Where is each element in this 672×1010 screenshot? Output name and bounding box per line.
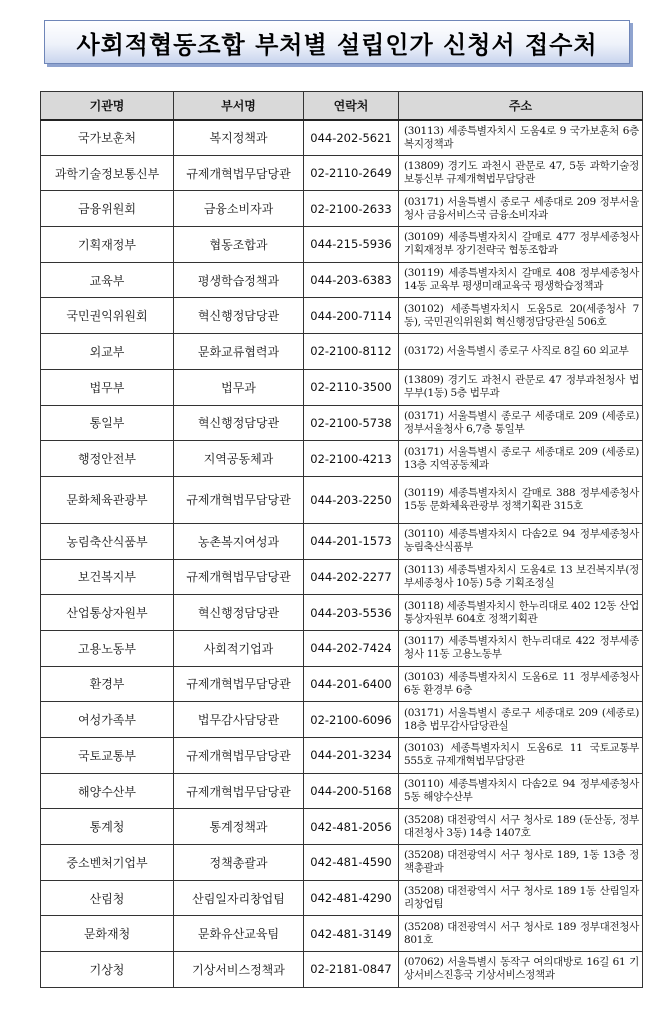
agency-cell: 금융위원회 <box>41 191 174 227</box>
contact-cell: 044-201-1573 <box>304 523 399 559</box>
agency-cell: 해양수산부 <box>41 773 174 809</box>
table-row <box>41 369 643 405</box>
header-row <box>41 92 643 120</box>
contact-cell: 044-201-6400 <box>304 666 399 702</box>
agency-cell: 여성가족부 <box>41 702 174 738</box>
agency-cell: 국가보훈처 <box>41 120 174 156</box>
agency-cell: 중소벤처기업부 <box>41 845 174 881</box>
contact-cell: 044-202-7424 <box>304 630 399 666</box>
department-cell: 규제개혁법무담당관 <box>174 773 304 809</box>
table-row <box>41 595 643 631</box>
address-cell: (30102) 세종특별자치시 도움5로 20(세종청사 7동), 국민권익위원회 혁신행정담당관실 506호 <box>399 298 643 334</box>
table-row <box>41 880 643 916</box>
contact-cell: 02-2181-0847 <box>304 952 399 988</box>
department-cell: 법무과 <box>174 369 304 405</box>
contact-cell: 042-481-2056 <box>304 809 399 845</box>
contact-cell: 02-2100-4213 <box>304 441 399 477</box>
table-row <box>41 666 643 702</box>
header-address: 주소 <box>399 92 643 120</box>
address-cell: (30109) 세종특별자치시 갈매로 477 정부세종청사 기획재정부 장기전략국 협동조합과 <box>399 227 643 263</box>
address-cell: (30117) 세종특별자치시 한누리대로 422 정부세종청사 11동 고용노동부 <box>399 630 643 666</box>
table-row <box>41 845 643 881</box>
table-row <box>41 738 643 774</box>
table-row <box>41 298 643 334</box>
table-row <box>41 952 643 988</box>
address-cell: (30119) 세종특별자치시 갈매로 388 정부세종청사 15동 문화체육관광부 정책기획관 315호 <box>399 476 643 523</box>
address-cell: (13809) 경기도 과천시 관문로 47 정부과천청사 법무부(1동) 5층 법무과 <box>399 369 643 405</box>
table-row <box>41 334 643 370</box>
agency-cell: 과학기술정보통신부 <box>41 155 174 191</box>
department-cell: 기상서비스정책과 <box>174 952 304 988</box>
table-row <box>41 476 643 523</box>
department-cell: 문화교류협력과 <box>174 334 304 370</box>
table-row <box>41 523 643 559</box>
contact-cell: 042-481-3149 <box>304 916 399 952</box>
department-cell: 법무감사담당관 <box>174 702 304 738</box>
agency-cell: 교육부 <box>41 262 174 298</box>
agency-cell: 고용노동부 <box>41 630 174 666</box>
department-cell: 혁신행정담당관 <box>174 298 304 334</box>
department-cell: 규제개혁법무담당관 <box>174 155 304 191</box>
department-cell: 산림일자리창업팀 <box>174 880 304 916</box>
table-row <box>41 702 643 738</box>
agency-cell: 문화재청 <box>41 916 174 952</box>
table-row <box>41 630 643 666</box>
department-cell: 통계정책과 <box>174 809 304 845</box>
address-cell: (13809) 경기도 과천시 관문로 47, 5동 과학기술정보통신부 규제개혁법무담당관 <box>399 155 643 191</box>
department-cell: 규제개혁법무담당관 <box>174 559 304 595</box>
table-body <box>41 120 643 988</box>
address-cell: (30119) 세종특별자치시 갈매로 408 정부세종청사 14동 교육부 평생미래교육국 평생학습정책과 <box>399 262 643 298</box>
table-row <box>41 916 643 952</box>
office-table <box>40 91 643 988</box>
address-cell: (07062) 서울특별시 동작구 여의대방로 16길 61 기상서비스진흥국 기상서비스정책과 <box>399 952 643 988</box>
contact-cell: 02-2100-6096 <box>304 702 399 738</box>
agency-cell: 산업통상자원부 <box>41 595 174 631</box>
table-row <box>41 809 643 845</box>
agency-cell: 기상청 <box>41 952 174 988</box>
department-cell: 평생학습정책과 <box>174 262 304 298</box>
address-cell: (30113) 세종특별자치시 도움4로 9 국가보훈처 6층 복지정책과 <box>399 120 643 156</box>
contact-cell: 02-2110-3500 <box>304 369 399 405</box>
agency-cell: 외교부 <box>41 334 174 370</box>
contact-cell: 044-203-6383 <box>304 262 399 298</box>
agency-cell: 농림축산식품부 <box>41 523 174 559</box>
address-cell: (30110) 세종특별자치시 다솜2로 94 정부세종청사 5동 해양수산부 <box>399 773 643 809</box>
agency-cell: 법무부 <box>41 369 174 405</box>
contact-cell: 02-2100-2633 <box>304 191 399 227</box>
contact-cell: 044-200-7114 <box>304 298 399 334</box>
table-row <box>41 262 643 298</box>
agency-cell: 보건복지부 <box>41 559 174 595</box>
address-cell: (35208) 대전광역시 서구 청사로 189 1동 산림일자리창업팀 <box>399 880 643 916</box>
department-cell: 문화유산교육팀 <box>174 916 304 952</box>
table-row <box>41 227 643 263</box>
agency-cell: 환경부 <box>41 666 174 702</box>
department-cell: 농촌복지여성과 <box>174 523 304 559</box>
address-cell: (30103) 세종특별자치시 도움6로 11 정부세종청사 6동 환경부 6층 <box>399 666 643 702</box>
department-cell: 규제개혁법무담당관 <box>174 666 304 702</box>
contact-cell: 044-203-2250 <box>304 476 399 523</box>
page-title: 사회적협동조합 부처별 설립인가 신청서 접수처 <box>76 30 598 59</box>
address-cell: (03171) 서울특별시 종로구 세종대로 209 (세종로) 13층 지역공동체과 <box>399 441 643 477</box>
address-cell: (30103) 세종특별자치시 도움6로 11 국토교통부 555호 규제개혁법무담당관 <box>399 738 643 774</box>
contact-cell: 044-215-5936 <box>304 227 399 263</box>
table-row <box>41 120 643 156</box>
department-cell: 금융소비자과 <box>174 191 304 227</box>
department-cell: 규제개혁법무담당관 <box>174 476 304 523</box>
agency-cell: 산림청 <box>41 880 174 916</box>
contact-cell: 044-203-5536 <box>304 595 399 631</box>
address-cell: (35208) 대전광역시 서구 청사로 189 (둔산동, 정부대전청사 3동) 14층 1407호 <box>399 809 643 845</box>
agency-cell: 기획재정부 <box>41 227 174 263</box>
address-cell: (03172) 서울특별시 종로구 사직로 8길 60 외교부 <box>399 334 643 370</box>
address-cell: (30118) 세종특별자치시 한누리대로 402 12동 산업통상자원부 604호 정책기획관 <box>399 595 643 631</box>
department-cell: 정책총괄과 <box>174 845 304 881</box>
contact-cell: 02-2100-5738 <box>304 405 399 441</box>
department-cell: 규제개혁법무담당관 <box>174 738 304 774</box>
header-department: 부서명 <box>174 92 304 120</box>
address-cell: (03171) 서울특별시 종로구 세종대로 209 (세종로) 정부서울청사 6,7층 통일부 <box>399 405 643 441</box>
department-cell: 복지정책과 <box>174 120 304 156</box>
department-cell: 지역공동체과 <box>174 441 304 477</box>
contact-cell: 042-481-4290 <box>304 880 399 916</box>
address-cell: (30113) 세종특별자치시 도움4로 13 보건복지부(정부세종청사 10동) 5층 기획조정실 <box>399 559 643 595</box>
address-cell: (30110) 세종특별자치시 다솜2로 94 정부세종청사 농림축산식품부 <box>399 523 643 559</box>
agency-cell: 행정안전부 <box>41 441 174 477</box>
table-row <box>41 559 643 595</box>
department-cell: 사회적기업과 <box>174 630 304 666</box>
table-row <box>41 155 643 191</box>
agency-cell: 국민권익위원회 <box>41 298 174 334</box>
table-header <box>41 92 643 120</box>
table-row <box>41 441 643 477</box>
address-cell: (03171) 서울특별시 종로구 세종대로 209 (세종로) 18층 법무감사담당관실 <box>399 702 643 738</box>
table-row <box>41 773 643 809</box>
department-cell: 협동조합과 <box>174 227 304 263</box>
contact-cell: 044-202-5621 <box>304 120 399 156</box>
address-cell: (03171) 서울특별시 종로구 세종대로 209 정부서울청사 금융서비스국 금융소비자과 <box>399 191 643 227</box>
header-contact: 연락처 <box>304 92 399 120</box>
address-cell: (35208) 대전광역시 서구 청사로 189 정부대전청사 801호 <box>399 916 643 952</box>
contact-cell: 044-200-5168 <box>304 773 399 809</box>
agency-cell: 통계청 <box>41 809 174 845</box>
header-agency: 기관명 <box>41 92 174 120</box>
agency-cell: 국토교통부 <box>41 738 174 774</box>
agency-cell: 문화체육관광부 <box>41 476 174 523</box>
agency-cell: 통일부 <box>41 405 174 441</box>
table-row <box>41 191 643 227</box>
contact-cell: 02-2110-2649 <box>304 155 399 191</box>
contact-cell: 042-481-4590 <box>304 845 399 881</box>
address-cell: (35208) 대전광역시 서구 청사로 189, 1동 13층 정책총괄과 <box>399 845 643 881</box>
contact-cell: 02-2100-8112 <box>304 334 399 370</box>
table-row <box>41 405 643 441</box>
department-cell: 혁신행정담당관 <box>174 595 304 631</box>
contact-cell: 044-202-2277 <box>304 559 399 595</box>
title-box <box>44 20 630 64</box>
department-cell: 혁신행정담당관 <box>174 405 304 441</box>
contact-cell: 044-201-3234 <box>304 738 399 774</box>
